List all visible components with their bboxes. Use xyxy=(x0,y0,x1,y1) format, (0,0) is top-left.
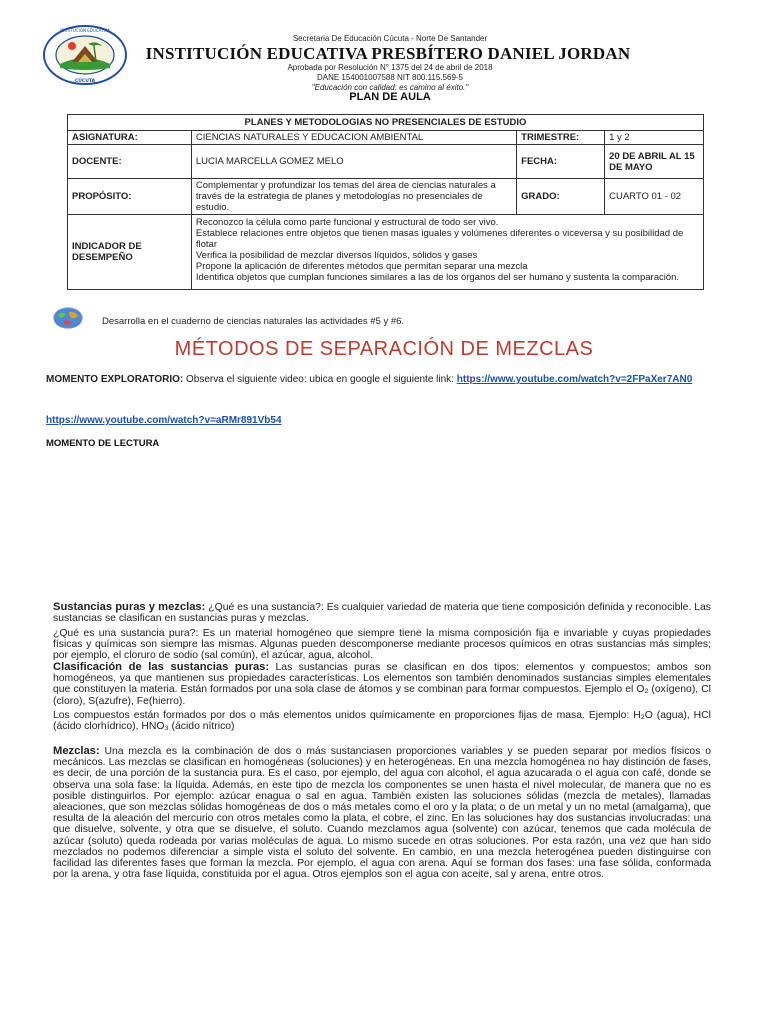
table-title: PLANES Y METODOLOGIAS NO PRESENCIALES DE ESTUDIO xyxy=(68,115,704,131)
svg-text:INSTITUCIÓN EDUCATIVA: INSTITUCIÓN EDUCATIVA xyxy=(60,28,110,33)
momento-exploratorio xyxy=(46,372,726,387)
table-row-proposito xyxy=(68,179,704,215)
svg-text:CÚCUTA: CÚCUTA xyxy=(74,79,96,84)
paragraph-clasificacion xyxy=(53,662,711,707)
indicador-item: Reconozco la célula como parte funcional y estructural de todo ser vivo. xyxy=(195,217,499,228)
proposito-label: PROPÓSITO: xyxy=(68,179,192,215)
indicador-item: Establece relaciones entre objetos que tienen masas iguales y volúmenes diferentes o viceversa y su posibilidad de flotar xyxy=(195,228,684,250)
table-row-asignatura xyxy=(68,131,704,145)
grado-label: GRADO: xyxy=(517,179,605,215)
indicador-label: INDICADOR DE DESEMPEÑO xyxy=(68,215,192,290)
paragraph-text: ¿Qué es una sustancia pura?: Es un material homogéneo que siempre tiene la misma composición fija e invariable y cuyas propiedades físicas y químicas son siempre las mismas. Algunas pueden descomponerse mediante procesos químicos en otras sustancias más simples; por ejemplo, el cloruro de sodio (sal común), el azúcar, agua, alcohol. xyxy=(53,628,711,662)
youtube-link-2[interactable]: https://www.youtube.com/watch?v=aRMr891Vb54 xyxy=(46,415,282,426)
trimestre-value: 1 y 2 xyxy=(605,131,704,145)
table-row-docente xyxy=(68,145,704,179)
momento-lectura-heading: MOMENTO DE LECTURA xyxy=(46,438,160,449)
plan-info-table xyxy=(67,114,704,290)
paragraph-sustancias xyxy=(53,602,711,624)
paragraph-mezclas xyxy=(53,746,711,880)
paragraph-heading: Mezclas: xyxy=(53,745,100,757)
table-title-row xyxy=(68,115,704,131)
asignatura-value: CIENCIAS NATURALES Y EDUCACION AMBIENTAL xyxy=(191,131,516,145)
dane-nit-line: DANE 154001007588 NIT 800.115.569-5 xyxy=(316,73,464,82)
indicador-item: Verifica la posibilidad de mezclar diversos líquidos, sólidos y gases xyxy=(195,250,478,261)
resolution-line: Aprobada por Resolución N° 1375 del 24 de abril de 2018 xyxy=(287,63,493,72)
paragraph-text: ¿Qué es una sustancia?: Es cualquier variedad de materia que tiene composición definida y reconocible. Las sustancias se clasifican en sustancias puras y mezclas. xyxy=(53,602,711,625)
indicadores-list xyxy=(191,215,703,290)
paragraph-sustancia-pura xyxy=(53,628,711,662)
motto-line: "Educación con calidad: es camino al éxito." xyxy=(311,83,469,92)
exploratorio-label: MOMENTO EXPLORATORIO: xyxy=(46,374,184,385)
fecha-value: 20 DE ABRIL AL 15 DE MAYO xyxy=(605,145,704,179)
fecha-label: FECHA: xyxy=(517,145,605,179)
indicador-item: Propone la aplicación de diferentes métodos que permitan separar una mezcla xyxy=(195,261,528,272)
proposito-value: Complementar y profundizar los temas del área de ciencias naturales a través de la estrategia de planes y metodologías no presenciales de estudio. xyxy=(191,179,516,215)
paragraph-text: Una mezcla es la combinación de dos o más sustanciasen proporciones variables y se pueden separar por medios físicos o mecánicos. Las mezclas se clasifican en homogéneas (soluciones) y en heterogéneas. En una mezcla homogénea no hay distinción de fases, es decir, de una porción de la sustancia pura. Es el caso, por ejemplo, del agua con alcohol, el agua azucarada o el agua con café, donde se observa una sola fase: la líquida. Además, en este tipo de mezcla los componentes se unen hasta el nivel molecular, de manera que no es posible distinguirlos. Por ejemplo: azúcar enagua o sal en agua. También existen las soluciones sólidas (mezcla de metales), llamadas aleaciones, que son mezclas sólidas homogéneas de dos o más metales como el oro y la plata; o de un metal y un no metal (amalgama), que resulta de la aleación del mercurio con otros metales como la plata, el cobre, el zinc. En las soluciones hay dos sustancias involucradas: una que disuelve, solvente, y otra que se disuelve, el soluto. Cuando mezclamos agua (solvente) con azúcar, tenemos que cada molécula de azúcar (soluto) queda rodeada por varias moléculas de agua. Lo mismo sucede en otras soluciones. Por esta razón, una vez que han sido mezclados no podemos diferenciar a simple vista el soluto del solvente. En cambio, en una mezcla heterogénea pueden distinguirse con facilidad las diferentes fases que forman la mezcla. Por ejemplo, el agua con arena. Aquí se forman dos fases: una fase sólida, conformada por la arena, y otra fase líquida, constituida por el agua. Otros ejemplos son el agua con aceite, sal y arena, entre otros. xyxy=(53,746,711,881)
activity-instruction: Desarrolla en el cuaderno de ciencias naturales las actividades #5 y #6. xyxy=(102,316,405,327)
school-seal-logo xyxy=(42,24,128,86)
docente-value: LUCIA MARCELLA GOMEZ MELO xyxy=(191,145,516,179)
indicador-item: Identifica objetos que cumplan funciones similares a las de los órganos del ser humano y sustenta la comparación. xyxy=(195,272,680,283)
paragraph-heading: Sustancias puras y mezclas: xyxy=(53,601,206,613)
grado-value: CUARTO 01 - 02 xyxy=(605,179,704,215)
plan-de-aula-title: PLAN DE AULA xyxy=(349,91,431,103)
paragraph-heading: Clasificación de las sustancias puras: xyxy=(53,661,270,673)
youtube-link-1[interactable]: https://www.youtube.com/watch?v=2FPaXer7AN0 xyxy=(456,374,693,385)
asignatura-label: ASIGNATURA: xyxy=(68,131,192,145)
secretaria-line: Secretaria De Educación Cúcuta - Norte De Santander xyxy=(292,34,488,43)
paragraph-text: Las sustancias puras se clasifican en dos tipos: elementos y compuestos; ambos son homogéneos, ya que mantienen sus propiedades características. Los elementos son también denominados sustancias simples elementales que constituyen la materia. Están formados por una sola clase de átomos y se combinan para formar compuestos. Ejemplo el O₂ (oxígeno), Cl (cloro), S(azufre), Fe(hierro). xyxy=(53,662,711,707)
exploratorio-text: Observa el siguiente video: ubica en google el siguiente link: xyxy=(183,374,457,385)
institution-name: INSTITUCIÓN EDUCATIVA PRESBÍTERO DANIEL JORDAN xyxy=(145,44,631,63)
main-title: MÉTODOS DE SEPARACIÓN DE MEZCLAS xyxy=(174,338,594,360)
docente-label: DOCENTE: xyxy=(68,145,192,179)
globe-icon xyxy=(52,306,84,330)
paragraph-compuestos xyxy=(53,710,711,732)
paragraph-text: Los compuestos están formados por dos o más elementos unidos químicamente en proporciones fijas de masa. Ejemplo: H₂O (agua), HCl (ácido clorhídrico), HNO₃ (ácido nítrico) xyxy=(53,710,711,733)
trimestre-label: TRIMESTRE: xyxy=(517,131,605,145)
table-row-indicador xyxy=(68,215,704,290)
